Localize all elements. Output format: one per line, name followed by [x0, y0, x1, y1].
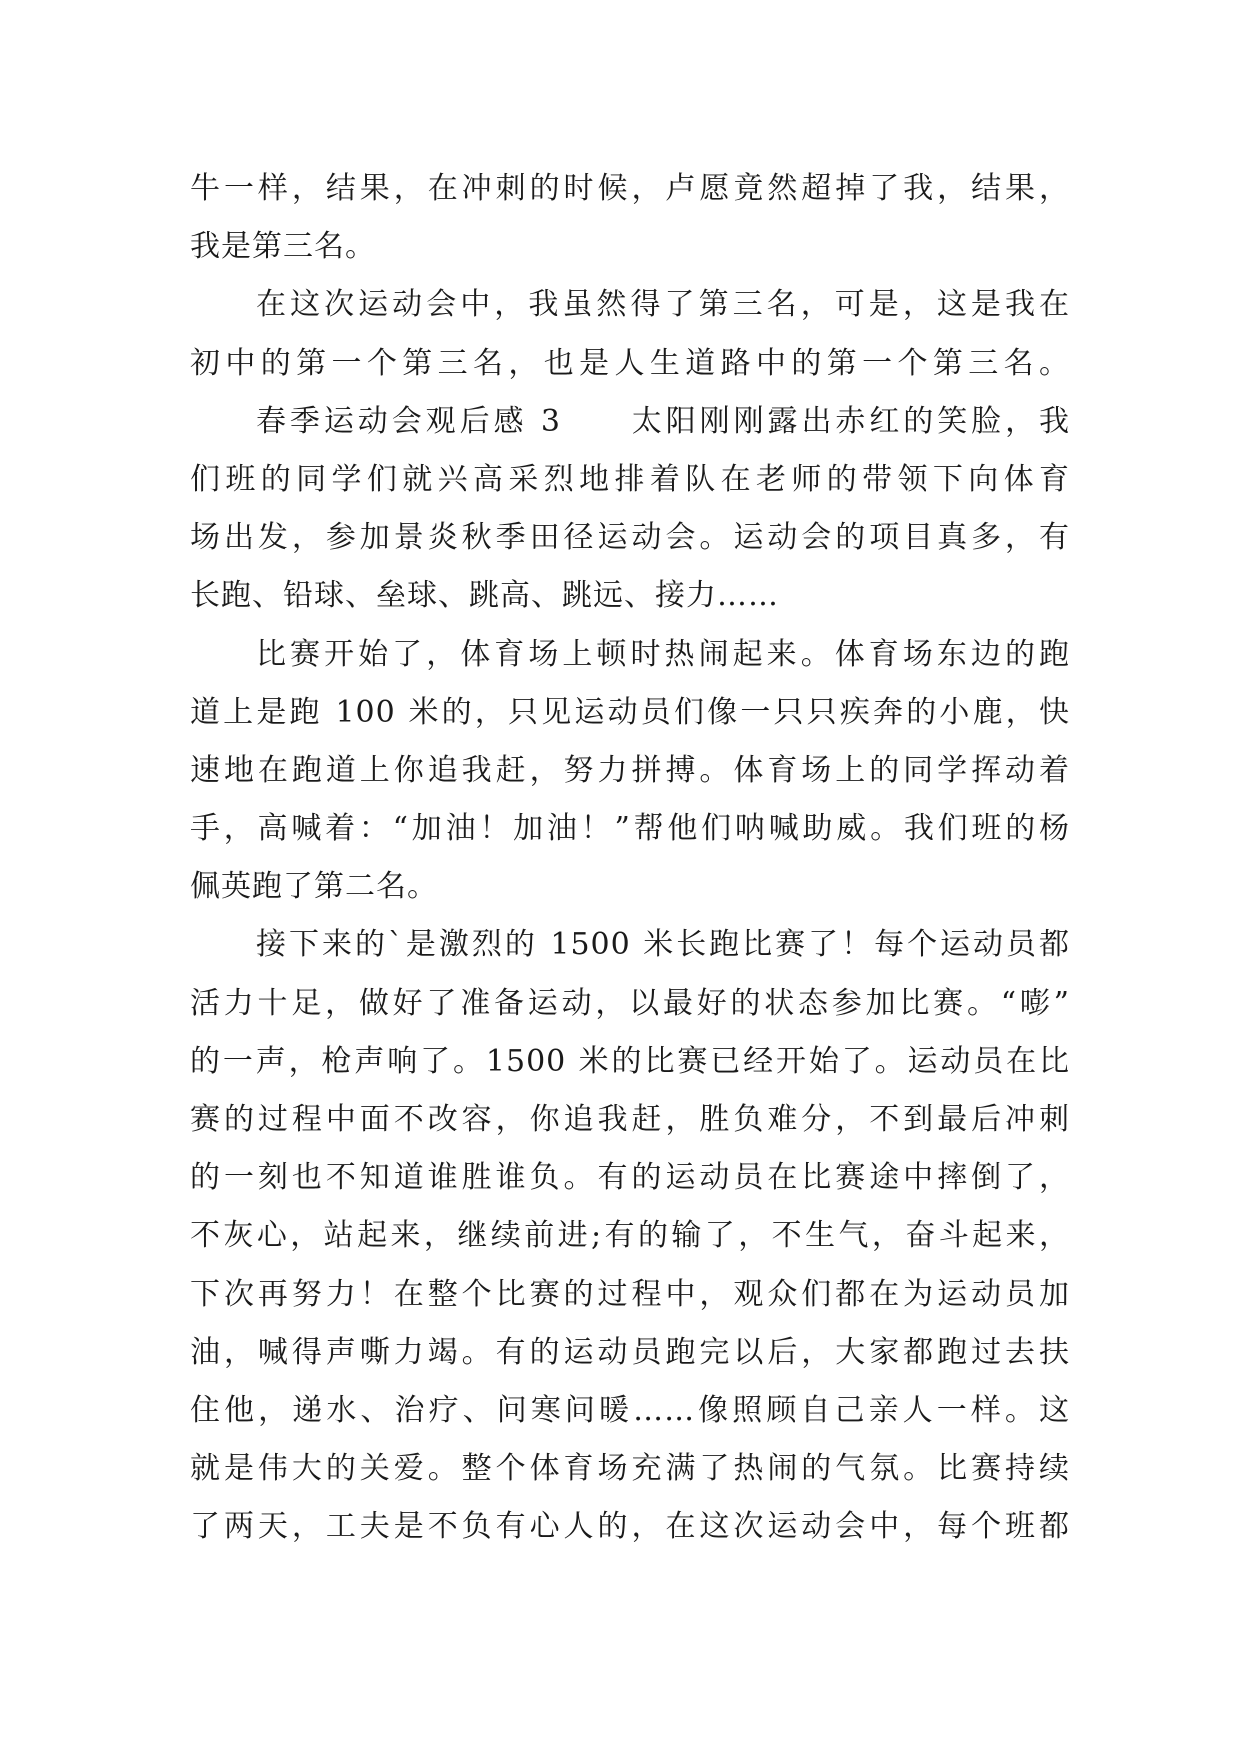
- text-line: 春季运动会观后感 3 太阳刚刚露出赤红的笑脸，我: [256, 403, 1070, 439]
- text-line: 的一声，枪声响了。1500 米的比赛已经开始了。运动员在比: [190, 1043, 1070, 1079]
- text-line: 活力十足，做好了准备运动，以最好的状态参加比赛。“嘭”: [190, 985, 1070, 1021]
- text-line: 的一刻也不知道谁胜谁负。有的运动员在比赛途中摔倒了，: [190, 1160, 1070, 1196]
- text-line: 不灰心，站起来，继续前进;有的输了，不生气，奋斗起来，: [190, 1218, 1070, 1254]
- text-line: 油，喊得声嘶力竭。有的运动员跑完以后，大家都跑过去扶: [190, 1334, 1070, 1370]
- text-line: 住他，递水、治疗、问寒问暖……像照顾自己亲人一样。这: [190, 1392, 1070, 1428]
- text-line: 手，高喊着：“加油！加油！”帮他们呐喊助威。我们班的杨: [190, 811, 1070, 847]
- text-line: 了两天，工夫是不负有心人的，在这次运动会中，每个班都: [190, 1509, 1070, 1545]
- text-line: 我是第三名。: [190, 229, 376, 265]
- article-body: [190, 160, 1070, 1557]
- text-line: 就是伟大的关爱。整个体育场充满了热闹的气氛。比赛持续: [190, 1451, 1070, 1487]
- text-line: 接下来的`是激烈的 1500 米长跑比赛了！每个运动员都: [256, 927, 1070, 963]
- text-line: 场出发，参加景炎秋季田径运动会。运动会的项目真多，有: [190, 520, 1070, 556]
- text-line: 道上是跑 100 米的，只见运动员们像一只只疾奔的小鹿，快: [190, 694, 1070, 730]
- text-line: 牛一样，结果，在冲刺的时候，卢愿竟然超掉了我，结果，: [190, 171, 1070, 206]
- text-line: 速地在跑道上你追我赶，努力拼搏。体育场上的同学挥动着: [190, 752, 1070, 788]
- text-line: 赛的过程中面不改容，你追我赶，胜负难分，不到最后冲刺: [190, 1102, 1070, 1137]
- text-line: 佩英跑了第二名。: [190, 869, 438, 905]
- text-line: 下次再努力！在整个比赛的过程中，观众们都在为运动员加: [190, 1276, 1070, 1312]
- text-line: 在这次运动会中，我虽然得了第三名，可是，这是我在: [256, 287, 1070, 323]
- text-line: 比赛开始了，体育场上顿时热闹起来。体育场东边的跑: [256, 636, 1070, 672]
- text-line: 们班的同学们就兴高采烈地排着队在老师的带领下向体育: [190, 461, 1070, 497]
- text-line: 长跑、铅球、垒球、跳高、跳远、接力……: [190, 578, 779, 614]
- text-line: 初中的第一个第三名，也是人生道路中的第一个第三名。: [190, 345, 1070, 381]
